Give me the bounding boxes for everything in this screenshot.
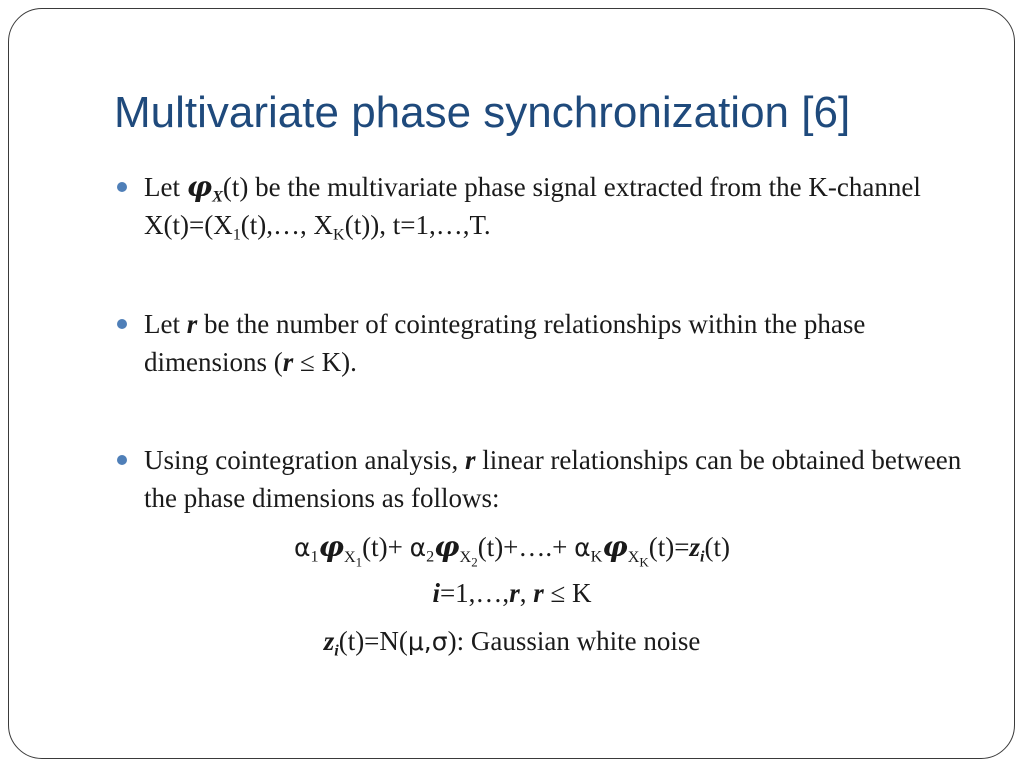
bullet-text: Let (144, 172, 187, 202)
subscript-x1 (343, 547, 363, 570)
alpha-symbol: α (409, 533, 427, 562)
alpha-symbol: α (574, 533, 591, 562)
equation-text: (t) (704, 532, 730, 562)
phi-symbol: φ (186, 170, 213, 203)
r-symbol: r (464, 445, 476, 475)
bullet-text: (t) (222, 172, 249, 202)
bullet-text: Using cointegration analysis, (144, 445, 465, 475)
slide-title: Multivariate phase synchronization [6] (114, 88, 851, 137)
equation-cointegration (0, 530, 1024, 570)
subscript-i: i (699, 547, 705, 566)
subscript-x: X (627, 547, 640, 566)
bullet-text: be the number of cointegrating relationships within the phase dimensions ( (144, 309, 866, 377)
equation-noise (0, 626, 1024, 660)
bullet-phase-signal (144, 168, 974, 244)
r-symbol: r (186, 309, 198, 339)
alpha-symbol: α (294, 533, 311, 562)
bullet-cointegration-analysis (144, 441, 974, 517)
phi-subscript: X (212, 187, 223, 206)
subscript-k: K (590, 547, 603, 566)
phi-symbol: φ (602, 530, 628, 563)
bullet-text: linear relationships can be obtained between the phase dimensions as follows: (144, 445, 962, 513)
equation-index-range (0, 578, 1024, 609)
subscript-1: 1 (232, 225, 241, 244)
i-symbol: i (432, 578, 440, 608)
bullet-text: (t)), t=1,…,T. (344, 210, 491, 240)
subscript-x2 (459, 547, 478, 570)
r-symbol: r (509, 578, 520, 608)
equation-text: ): Gaussian white noise (447, 626, 701, 656)
equation-text: (t)+….+ (477, 532, 575, 562)
subscript-1: 1 (310, 547, 319, 566)
subscript-i: i (334, 641, 339, 660)
subscript-x: X (343, 547, 356, 566)
bullet-text: (t),…, X (240, 210, 334, 240)
bullet-text: Let (144, 309, 187, 339)
phi-symbol: φ (318, 530, 344, 563)
equation-text: , (519, 578, 534, 608)
bullet-text: be the multivariate phase signal extracted from the K-channel X(t)=(X (144, 172, 921, 240)
r-symbol: r (282, 347, 294, 377)
equation-text: =1,…, (439, 578, 510, 608)
subscript-x: X (459, 547, 472, 566)
subscript-xk (627, 547, 649, 570)
equation-text: ≤ K (543, 578, 592, 608)
r-symbol: r (533, 578, 544, 608)
bullet-cointegrating-count (144, 305, 974, 381)
subscript-2: 2 (471, 554, 478, 570)
z-symbol: z (689, 532, 700, 562)
equation-text: (t)=N( (338, 626, 408, 656)
equation-text: (t)= (648, 532, 690, 562)
equation-text: (t)+ (362, 532, 410, 562)
subscript-k: K (333, 225, 345, 244)
bullet-text: ≤ K). (293, 347, 357, 377)
subscript-1: 1 (355, 554, 363, 570)
subscript-k: K (639, 554, 649, 570)
phi-symbol: φ (434, 530, 460, 563)
mu-sigma-symbols: μ,σ (407, 627, 448, 656)
z-symbol: z (323, 626, 335, 656)
subscript-2: 2 (426, 547, 435, 566)
